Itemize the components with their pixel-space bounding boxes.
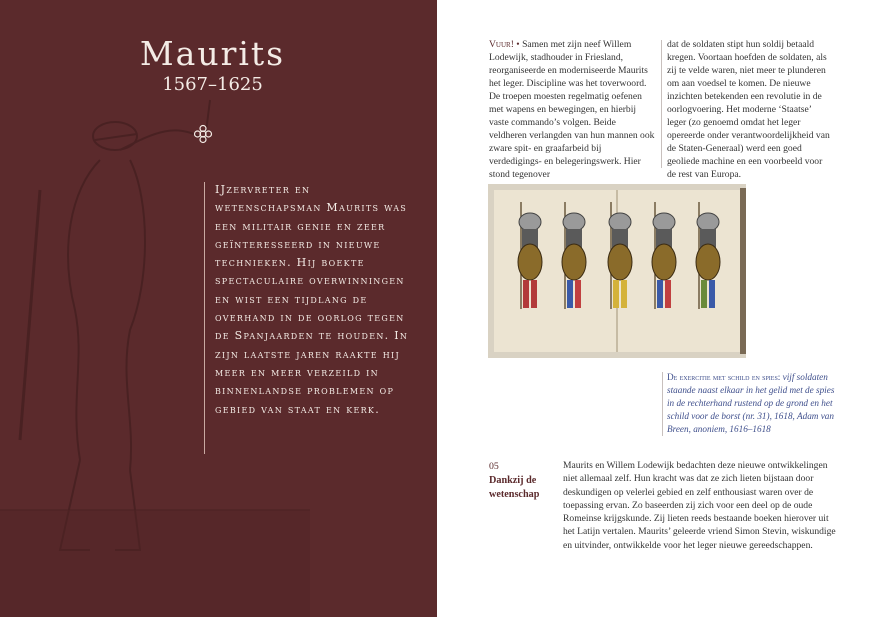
right-page [437, 0, 873, 617]
quote-rule [204, 182, 205, 454]
intro-runin: Vuur! • [489, 39, 520, 50]
caption-body: vijf soldaten staande naast elkaar in het gelid met de spies in de rechterhand rustend op de grond en het schild voor de borst (nr. 31), 1618, Adam van Breen, anoniem, 1616–1618 [667, 372, 835, 434]
section-title: Dankzij de wetenschap [489, 475, 540, 500]
caption-title: De exercitie met schild en spies: [667, 372, 781, 382]
pull-quote: IJzervreter en wetenschapsman Maurits was een militair genie en zeer geïnteresseerd in nieuwe technieken. Hij boekte spectaculaire overwinningen en wist een tijdlang de overhand in de oorlog tegen de Spanjaarden te houden. In zijn laatste jaren raakte hij meer en meer verzeild in binnenlandse problemen op gebied van staat en kerk. [215, 183, 409, 416]
column-rule [661, 40, 662, 168]
book-illustration-image [488, 184, 746, 358]
intro-column-2: dat de soldaten stipt hun soldij betaald kregen. Voortaan hoefden de soldaten, als zij te velde waren, niet meer te plunderen om aan voedsel te komen. De nieuwe inzichten betekenden een revolutie in de oorlogvoering. Het moderne ‘Staatse’ leger (zo genoemd omdat het leger opereerde onder verantwoordelijkheid van de Staten-Generaal) werd een goed geoliede machine en een voorbeeld voor de rest van Europa. [667, 39, 830, 180]
page-title: Maurits [139, 34, 286, 73]
intro-text-1: Samen met zijn neef Willem Lodewijk, stadhouder in Friesland, reorganiseerde en moderniseerde Maurits het leger. Discipline was het toverwoord. De troepen moesten regelmatig oefenen met wapens en bewegingen, en hierbij vaste commando’s volgen. Beide veldheren verlangden van hun mannen ook zware spit- en graafarbeid bij verdedigings- en belegeringswerk. Hier stond tegenover [489, 39, 655, 180]
life-years: 1567–1625 [162, 74, 263, 95]
section-body: Maurits en Willem Lodewijk bedachten deze nieuwe ontwikkelingen niet allemaal zelf. Hun kracht was dat ze zich lieten bijstaan door deskundigen op velerlei gebied en zelf enthousiast waren over de toepassing ervan. Zo baseerden zij zich voor een deel op de oude Romeinse krijgskunde. Zij lieten reeds bestaande boeken hierover uit het Latijn vertalen. Maurits’ geleerde vriend Simon Stevin, wiskundige en uitvinder, ontwikkelde voor het leger nieuwe gereedschappen. [563, 460, 836, 551]
intro-column-1 [489, 38, 655, 181]
caption-rule [662, 372, 663, 436]
image-caption [667, 371, 837, 436]
ornament-icon [193, 124, 213, 144]
section-number: 05 [489, 461, 499, 472]
